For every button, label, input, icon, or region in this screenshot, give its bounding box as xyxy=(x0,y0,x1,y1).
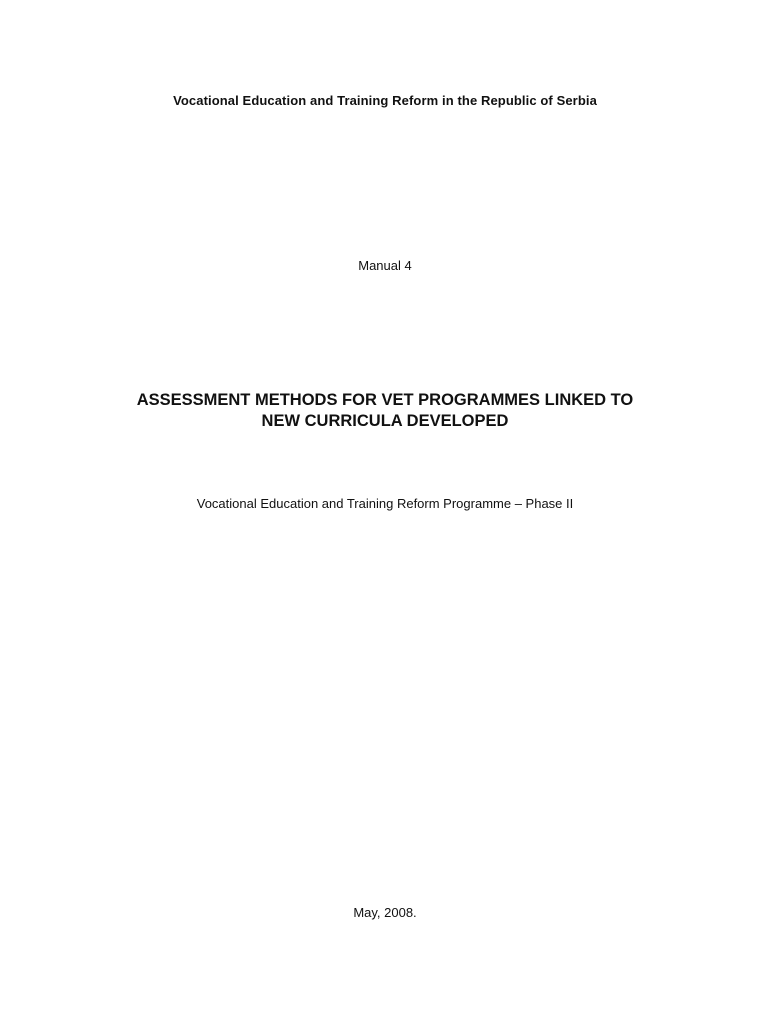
publication-date: May, 2008. xyxy=(353,905,417,920)
document-header: Vocational Education and Training Reform in the Republic of Serbia xyxy=(173,93,597,108)
manual-number: Manual 4 xyxy=(358,258,412,273)
document-title-line-2: NEW CURRICULA DEVELOPED xyxy=(261,412,509,430)
document-title-line-1: ASSESSMENT METHODS FOR VET PROGRAMMES LINKED TO xyxy=(136,391,634,409)
document-title xyxy=(0,390,770,432)
programme-subtitle: Vocational Education and Training Reform Programme – Phase II xyxy=(196,496,574,511)
